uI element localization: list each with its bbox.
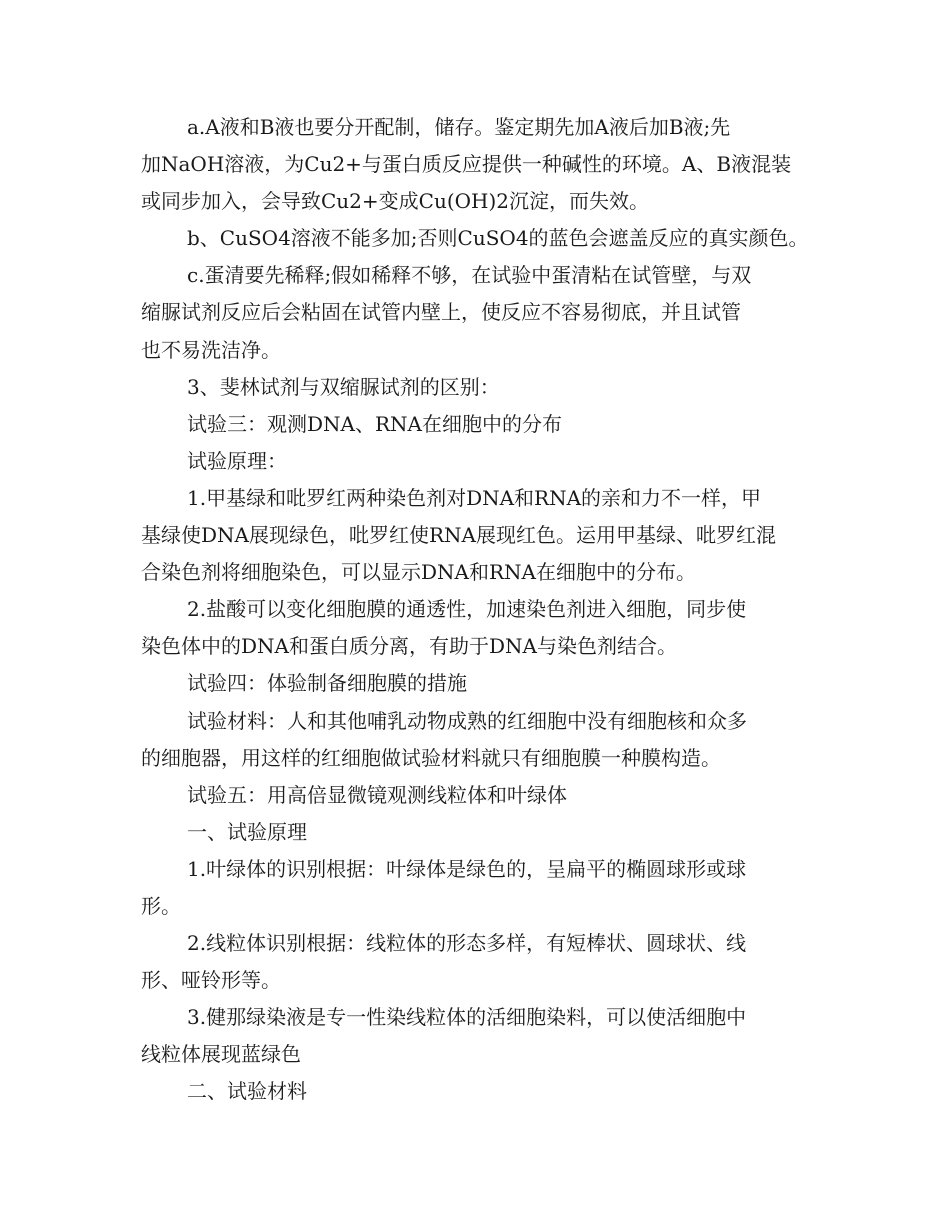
text-line: b、CuSO4溶液不能多加;否则CuSO4的蓝色会遮盖反应的真实颜色。 bbox=[187, 226, 809, 251]
text-line: 1.甲基绿和吡罗红两种染色剂对DNA和RNA的亲和力不一样，甲 bbox=[187, 485, 762, 510]
text-line: 线粒体展现蓝绿色 bbox=[141, 1042, 301, 1067]
text-line: 试验材料：人和其他哺乳动物成熟的红细胞中没有细胞核和众多 bbox=[187, 708, 747, 733]
text-line: 试验原理： bbox=[187, 448, 287, 473]
text-line: 染色体中的DNA和蛋白质分离，有助于DNA与染色剂结合。 bbox=[141, 634, 677, 659]
text-line: 1.叶绿体的识别根据：叶绿体是绿色的，呈扁平的椭圆球形或球 bbox=[187, 856, 747, 881]
text-line: 或同步加入，会导致Cu2+变成Cu(OH)2沉淀，而失效。 bbox=[141, 189, 650, 214]
text-line: 试验三：观测DNA、RNA在细胞中的分布 bbox=[187, 411, 562, 436]
text-line: 二、试验材料 bbox=[187, 1079, 307, 1104]
text-line: 形、哑铃形等。 bbox=[141, 968, 281, 993]
text-line: 加NaOH溶液，为Cu2+与蛋白质反应提供一种碱性的环境。A、B液混装 bbox=[141, 152, 792, 177]
text-line: 3.健那绿染液是专一性染线粒体的活细胞染料，可以使活细胞中 bbox=[187, 1005, 747, 1030]
text-line: 形。 bbox=[141, 893, 181, 918]
text-line: 合染色剂将细胞染色，可以显示DNA和RNA在细胞中的分布。 bbox=[141, 560, 696, 585]
text-line: a.A液和B液也要分开配制，储存。鉴定期先加A液后加B液;先 bbox=[187, 115, 731, 139]
text-line: 缩脲试剂反应后会粘固在试管内壁上，使反应不容易彻底，并且试管 bbox=[141, 300, 741, 325]
text-line: 的细胞器，用这样的红细胞做试验材料就只有细胞膜一种膜构造。 bbox=[141, 745, 721, 770]
text-line: 基绿使DNA展现绿色，吡罗红使RNA展现红色。运用甲基绿、吡罗红混 bbox=[141, 523, 776, 548]
text-line: 试验五：用高倍显微镜观测线粒体和叶绿体 bbox=[187, 782, 567, 807]
text-line: c.蛋清要先稀释;假如稀释不够，在试验中蛋清粘在试管壁，与双 bbox=[187, 263, 752, 288]
document-body bbox=[141, 109, 821, 1111]
text-line: 也不易洗洁净。 bbox=[141, 337, 281, 362]
text-line: 一、试验原理 bbox=[187, 819, 307, 844]
text-line: 试验四：体验制备细胞膜的措施 bbox=[187, 671, 467, 696]
text-line: 3、斐林试剂与双缩脲试剂的区别： bbox=[187, 374, 500, 399]
text-line: 2.线粒体识别根据：线粒体的形态多样，有短棒状、圆球状、线 bbox=[187, 931, 747, 956]
text-line: 2.盐酸可以变化细胞膜的通透性，加速染色剂进入细胞，同步使 bbox=[187, 597, 747, 622]
